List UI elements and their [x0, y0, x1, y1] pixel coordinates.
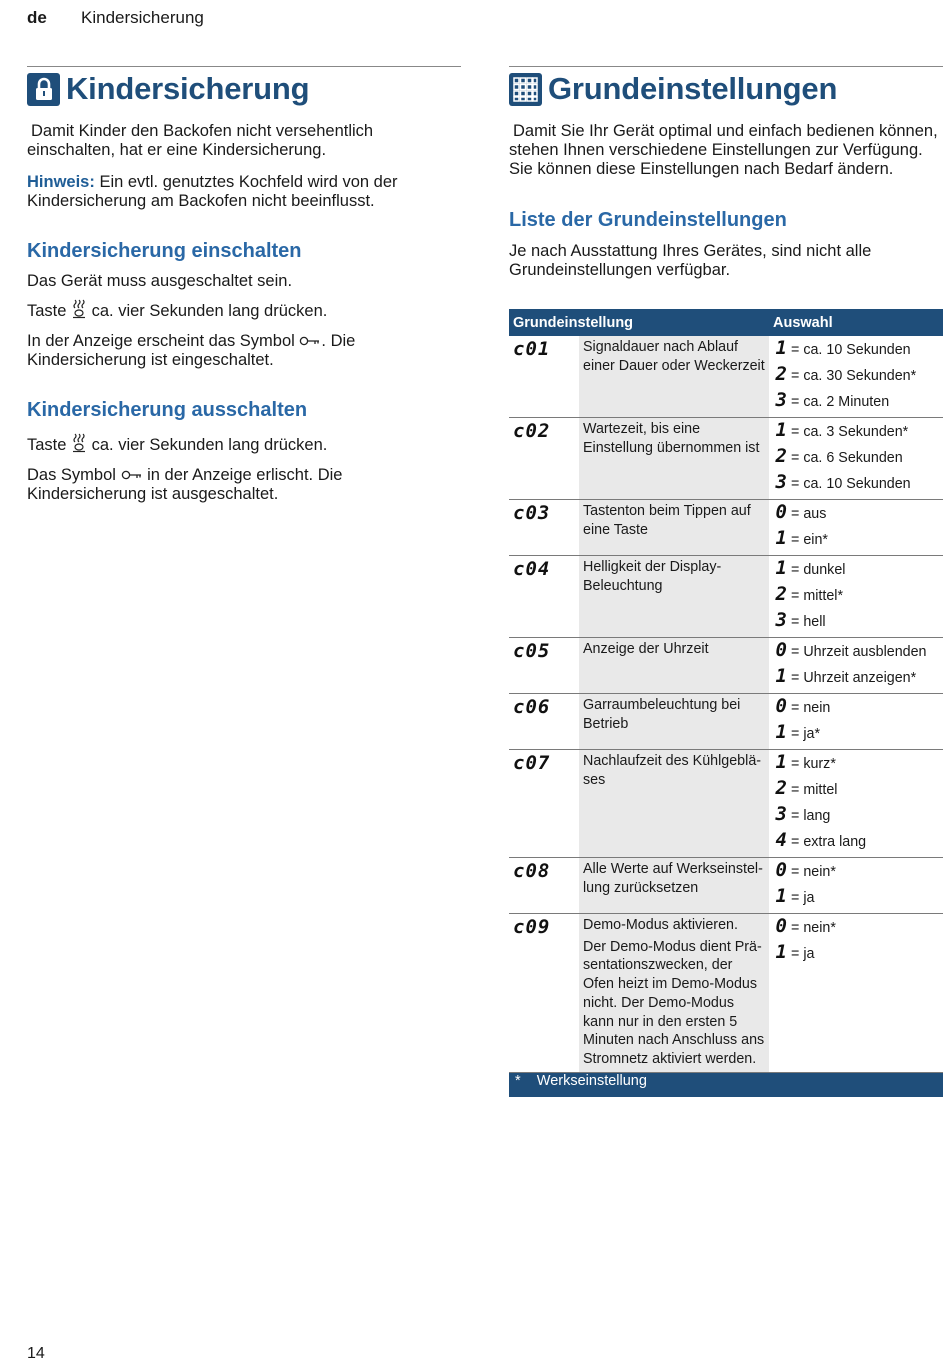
page-header [27, 8, 204, 28]
key-symbol-icon [121, 466, 143, 485]
basic-settings-intro: Damit Sie Ihr Gerät optimal und einfach bedienen können, stehen Ihnen verschiedene Einstellungen zur Verfügung. Sie können diese Einstellungen nach Bedarf ändern. [509, 122, 938, 178]
enable-step-1: Das Gerät muss ausgeschaltet sein. [27, 272, 293, 290]
key-symbol-icon [299, 332, 321, 351]
enable-step-3 [27, 332, 461, 370]
table-row [509, 500, 943, 556]
option-item [773, 388, 939, 414]
table-row [509, 638, 943, 694]
column-header-setting: Grundeinstellung [509, 309, 769, 336]
steam-key-icon [71, 299, 87, 324]
option-item [773, 608, 939, 634]
option-value: 1 [775, 885, 787, 907]
setting-options [769, 336, 943, 418]
setting-description [579, 914, 769, 1073]
option-item [773, 858, 939, 884]
setting-description-text: Wartezeit, bis eine Einstellung übernommen ist [583, 421, 760, 456]
basic-settings-section [509, 66, 943, 280]
option-label: = ja [791, 946, 815, 962]
option-item [773, 940, 939, 966]
setting-description-text: Anzeige der Uhrzeit [583, 641, 709, 657]
option-label: = ja* [791, 726, 821, 742]
setting-description-text: Demo-Modus aktivieren. [583, 917, 738, 933]
setting-code-text: c05 [513, 640, 551, 662]
option-label: = mittel [791, 782, 838, 798]
enable-heading: Kindersicherung einschalten [27, 240, 302, 262]
option-label: = kurz* [791, 756, 836, 772]
settings-table [509, 309, 943, 1097]
child-lock-title: Kindersicherung [66, 71, 310, 106]
setting-options [769, 858, 943, 914]
enable-step-3-pre: In der Anzeige erscheint das Symbol [27, 332, 300, 350]
option-item [773, 750, 939, 776]
table-row [509, 694, 943, 750]
option-label: = ca. 6 Sekunden [791, 450, 903, 466]
settings-list-intro: Je nach Ausstattung Ihres Gerätes, sind nicht alle Grundeinstellungen verfügbar. [509, 242, 872, 279]
option-label: = Uhrzeit ausblenden [791, 644, 927, 660]
setting-description [579, 858, 769, 914]
setting-code-text: c09 [513, 916, 551, 938]
setting-description-text: Garraumbeleuchtung bei Betrieb [583, 697, 741, 732]
note-text: Ein evtl. genutztes Kochfeld wird von der Kindersicherung am Backofen nicht beeinflusst. [27, 173, 398, 210]
option-value: 0 [775, 695, 787, 717]
setting-code [509, 500, 579, 556]
option-item [773, 556, 939, 582]
option-value: 1 [775, 941, 787, 963]
option-item [773, 694, 939, 720]
setting-code [509, 336, 579, 418]
option-value: 2 [775, 445, 787, 467]
option-label: = ca. 2 Minuten [791, 394, 890, 410]
setting-options [769, 694, 943, 750]
option-label: = aus [791, 506, 827, 522]
steam-key-icon [71, 433, 87, 458]
disable-step-2-post: in der Anzeige erlischt. Die Kindersicherung ist ausgeschaltet. [27, 466, 343, 504]
setting-code [509, 858, 579, 914]
setting-description [579, 336, 769, 418]
column-header-choice: Auswahl [769, 309, 943, 336]
setting-code-text: c08 [513, 860, 551, 882]
option-value: 1 [775, 665, 787, 687]
option-label: = mittel* [791, 588, 844, 604]
option-value: 3 [775, 471, 787, 493]
table-footnote-row [509, 1072, 943, 1097]
option-value: 0 [775, 639, 787, 661]
option-value: 1 [775, 337, 787, 359]
note-label: Hinweis: [27, 173, 95, 191]
footnote-mark: * [515, 1072, 521, 1089]
setting-description [579, 418, 769, 500]
option-label: = ja [791, 890, 815, 906]
setting-code-text: c06 [513, 696, 551, 718]
setting-description-text: Signaldauer nach Ablauf einer Dauer oder Weckerzeit [583, 339, 765, 374]
option-label: = nein [791, 700, 831, 716]
setting-description-text: Nachlaufzeit des Kühlgeblä-ses [583, 753, 762, 788]
table-row [509, 858, 943, 914]
setting-description-text: Alle Werte auf Werkseinstel-lung zurücksetzen [583, 861, 763, 896]
setting-options [769, 418, 943, 500]
enable-step-3-post: . Die Kindersicherung ist eingeschaltet. [27, 332, 356, 370]
option-item [773, 362, 939, 388]
option-label: = dunkel [791, 562, 846, 578]
table-row [509, 750, 943, 858]
option-value: 0 [775, 859, 787, 881]
option-label: = extra lang [791, 834, 867, 850]
option-label: = ca. 10 Sekunden [791, 476, 911, 492]
section-title: Kindersicherung [81, 8, 204, 27]
option-value: 4 [775, 829, 787, 851]
setting-description-text: Tastenton beim Tippen auf eine Taste [583, 503, 751, 538]
setting-options [769, 750, 943, 858]
option-item [773, 444, 939, 470]
option-item [773, 500, 939, 526]
settings-list-heading: Liste der Grundeinstellungen [509, 209, 787, 231]
footnote [509, 1072, 943, 1097]
disable-step-2-pre: Das Symbol [27, 466, 121, 485]
setting-options [769, 638, 943, 694]
child-lock-note [27, 173, 461, 211]
option-label: = ca. 30 Sekunden* [791, 368, 917, 384]
setting-description [579, 750, 769, 858]
option-value: 2 [775, 583, 787, 605]
child-lock-heading [27, 66, 461, 111]
option-item [773, 884, 939, 910]
setting-description-detail: Der Demo-Modus dient Prä-sentationszwecken, der Ofen heizt im Demo-Modus nicht. Der Demo-Modus kann nur in den ersten 5 Minuten nach Anschluss ans Stromnetz aktiviert werden. [583, 938, 765, 1067]
option-value: 0 [775, 915, 787, 937]
settings-grid-icon [509, 73, 542, 106]
setting-code-text: c01 [513, 338, 551, 360]
option-value: 3 [775, 609, 787, 631]
option-label: = nein* [791, 864, 836, 880]
setting-code [509, 638, 579, 694]
option-value: 2 [775, 363, 787, 385]
table-row [509, 556, 943, 638]
option-item [773, 802, 939, 828]
option-label: = nein* [791, 920, 836, 936]
setting-code [509, 694, 579, 750]
setting-code-text: c03 [513, 502, 551, 524]
disable-step-2 [27, 466, 461, 504]
option-value: 3 [775, 803, 787, 825]
table-row [509, 336, 943, 418]
option-label: = hell [791, 614, 826, 630]
option-item [773, 828, 939, 854]
page-number: 14 [27, 1345, 45, 1362]
option-item [773, 470, 939, 496]
lock-icon [27, 73, 60, 106]
language-code: de [27, 8, 47, 27]
setting-code [509, 750, 579, 858]
disable-step-1-pre: Taste [27, 436, 72, 454]
disable-step-1-post: ca. vier Sekunden lang drücken. [87, 436, 328, 454]
child-lock-intro: Damit Kinder den Backofen nicht versehentlich einschalten, hat er eine Kindersicherung. [27, 122, 374, 159]
option-item [773, 720, 939, 746]
option-item [773, 336, 939, 362]
option-item [773, 914, 939, 940]
table-row [509, 418, 943, 500]
option-label: = ca. 3 Sekunden* [791, 424, 909, 440]
setting-options [769, 914, 943, 1073]
option-value: 1 [775, 751, 787, 773]
setting-description-text: Helligkeit der Display-Beleuchtung [583, 559, 722, 594]
option-item [773, 582, 939, 608]
table-header-row [509, 309, 943, 336]
option-value: 1 [775, 419, 787, 441]
setting-code-text: c02 [513, 420, 551, 442]
option-value: 2 [775, 777, 787, 799]
option-value: 1 [775, 527, 787, 549]
footnote-text: Werkseinstellung [536, 1072, 647, 1089]
option-label: = ca. 10 Sekunden [791, 342, 911, 358]
basic-settings-title: Grundeinstellungen [548, 71, 838, 106]
option-label: = Uhrzeit anzeigen* [791, 670, 917, 686]
setting-description [579, 638, 769, 694]
setting-code [509, 556, 579, 638]
option-item [773, 526, 939, 552]
enable-step-2 [27, 299, 461, 324]
option-value: 3 [775, 389, 787, 411]
setting-code [509, 914, 579, 1073]
child-lock-section [27, 66, 461, 504]
setting-code-text: c04 [513, 558, 551, 580]
option-label: = ein* [791, 532, 828, 548]
option-item [773, 776, 939, 802]
setting-code [509, 418, 579, 500]
setting-options [769, 500, 943, 556]
option-value: 1 [775, 557, 787, 579]
setting-description [579, 694, 769, 750]
enable-step-2-pre: Taste [27, 301, 72, 320]
setting-description [579, 556, 769, 638]
setting-description [579, 500, 769, 556]
basic-settings-heading [509, 66, 943, 111]
option-item [773, 418, 939, 444]
option-value: 1 [775, 721, 787, 743]
disable-heading: Kindersicherung ausschalten [27, 399, 308, 422]
setting-options [769, 556, 943, 638]
option-item [773, 638, 939, 664]
disable-step-1 [27, 433, 461, 458]
table-row [509, 914, 943, 1073]
option-value: 0 [775, 501, 787, 523]
enable-step-2-post: ca. vier Sekunden lang drücken. [87, 301, 328, 320]
setting-code-text: c07 [513, 752, 551, 774]
option-label: = lang [791, 808, 831, 824]
option-item [773, 664, 939, 690]
